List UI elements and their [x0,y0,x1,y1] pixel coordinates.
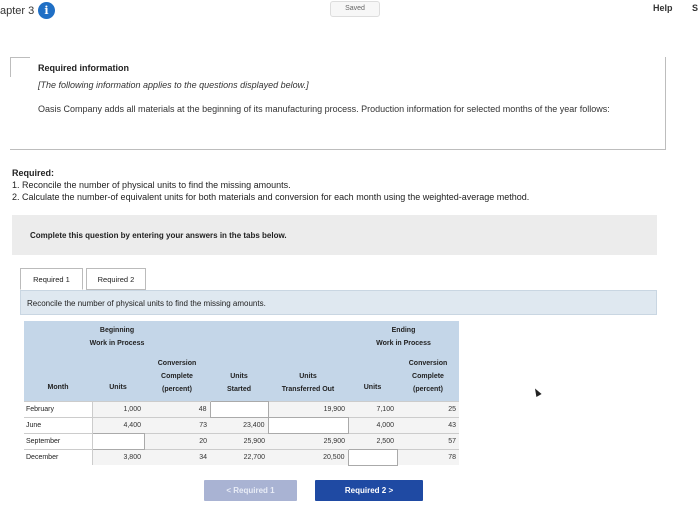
info-title: Required information [38,63,130,73]
info-subtitle: [The following information applies to the questions displayed below.] [38,80,309,90]
help-link[interactable]: Help [653,3,673,13]
required-section [12,167,529,203]
prev-required-1-button[interactable]: < Required 1 [204,480,297,501]
instruction-text: Complete this question by entering your answers in the tabs below. [30,231,287,240]
input-february-started[interactable] [210,401,268,417]
tab-required-1[interactable]: Required 1 [20,268,83,290]
beginning-wip-header: Beginning Work in Process [24,321,210,353]
table-row: December 3,800 34 22,700 20,500 78 [24,449,459,465]
units-table [24,321,459,466]
question-bar [20,290,657,315]
units-transferred-header: Units Transferred Out [268,353,348,401]
beg-pct-header: Conversion Complete (percent) [144,353,210,401]
required-information-box [10,57,666,150]
tab-required-2[interactable]: Required 2 [86,268,146,290]
next-required-2-button[interactable]: Required 2 > [315,480,423,501]
question-text: Reconcile the number of physical units to find the missing amounts. [27,299,266,308]
beg-units-header: Units [92,353,144,401]
info-body: Oasis Company adds all materials at the beginning of its manufacturing process. Production information for selected months of the year follows: [38,104,610,114]
units-started-header: Units Started [210,353,268,401]
input-december-ending[interactable] [348,449,397,465]
chapter-label: apter 3 [0,5,35,17]
menu-link-truncated[interactable]: S [692,3,699,13]
month-header: Month [24,353,92,401]
mouse-cursor-icon [532,387,541,397]
end-units-header: Units [348,353,397,401]
end-pct-header: Conversion Complete (percent) [397,353,459,401]
input-june-transferred[interactable] [268,417,348,433]
table-row: September 20 25,900 25,900 2,500 57 [24,433,459,449]
ending-wip-header: Ending Work in Process [348,321,459,353]
table-row: June 4,400 73 23,400 4,000 43 [24,417,459,433]
table-row: February 1,000 48 19,900 7,100 25 [24,401,459,417]
required-item-2: 2. Calculate the number-of equivalent units for both materials and conversion for each month using the weighted-average method. [12,192,530,202]
input-september-beginning[interactable] [92,433,144,449]
required-item-1: 1. Reconcile the number of physical units to find the missing amounts. [12,180,291,190]
info-icon[interactable]: i [38,2,55,19]
saved-status: Saved [330,1,380,17]
instruction-box [12,215,657,255]
top-bar [0,0,700,26]
required-heading: Required: [12,168,55,178]
